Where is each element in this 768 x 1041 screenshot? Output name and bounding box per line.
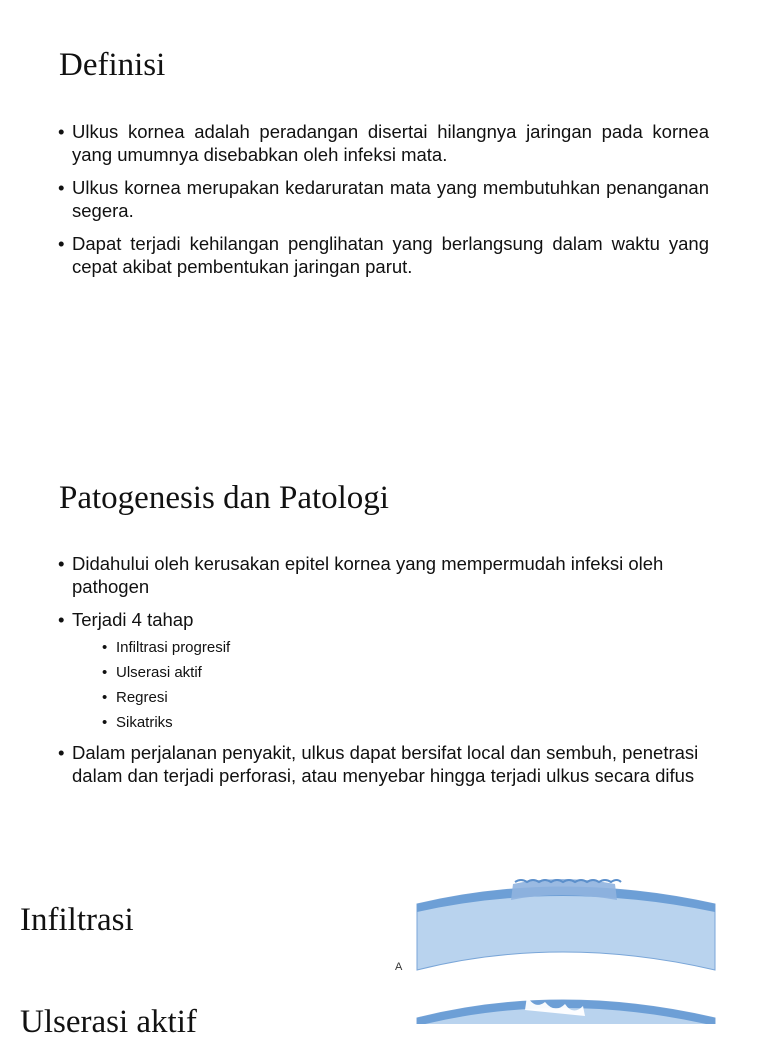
sub-bullet-item: • Ulserasi aktif [102, 660, 718, 685]
slide-title: Definisi [59, 47, 166, 83]
bullet-item: • Dapat terjadi kehilangan penglihatan yang berlangsung dalam waktu yang cepat akibat pembentukan jaringan parut. [58, 232, 709, 278]
slide-title-infiltrasi: Infiltrasi [20, 902, 134, 938]
sub-bullet-item: • Sikatriks [102, 710, 718, 735]
slide-title-ulserasi: Ulserasi aktif [20, 1004, 197, 1040]
sub-bullet-item: • Infiltrasi progresif [102, 635, 718, 660]
sub-bullet-item: • Regresi [102, 685, 718, 710]
cornea-diagram [385, 870, 725, 1024]
bullet-item: • Dalam perjalanan penyakit, ulkus dapat bersifat local dan sembuh, penetrasi dalam dan terjadi perforasi, atau menyebar hingga terjadi ulkus secara difus [58, 741, 718, 787]
figure-label-a: A [395, 961, 403, 973]
cornea-ulceration-figure [417, 996, 715, 1024]
bullet-text: Terjadi 4 tahap [72, 609, 194, 630]
bullet-item: • Didahului oleh kerusakan epitel kornea yang mempermudah infeksi oleh pathogen [58, 552, 718, 598]
slide-title: Patogenesis dan Patologi [59, 480, 389, 516]
bullet-item: • Ulkus kornea adalah peradangan disertai hilangnya jaringan pada kornea yang umumnya disebabkan oleh infeksi mata. [58, 120, 709, 166]
cornea-infiltration-figure [395, 879, 715, 973]
bullet-item: • Ulkus kornea merupakan kedaruratan mata yang membutuhkan penanganan segera. [58, 176, 709, 222]
